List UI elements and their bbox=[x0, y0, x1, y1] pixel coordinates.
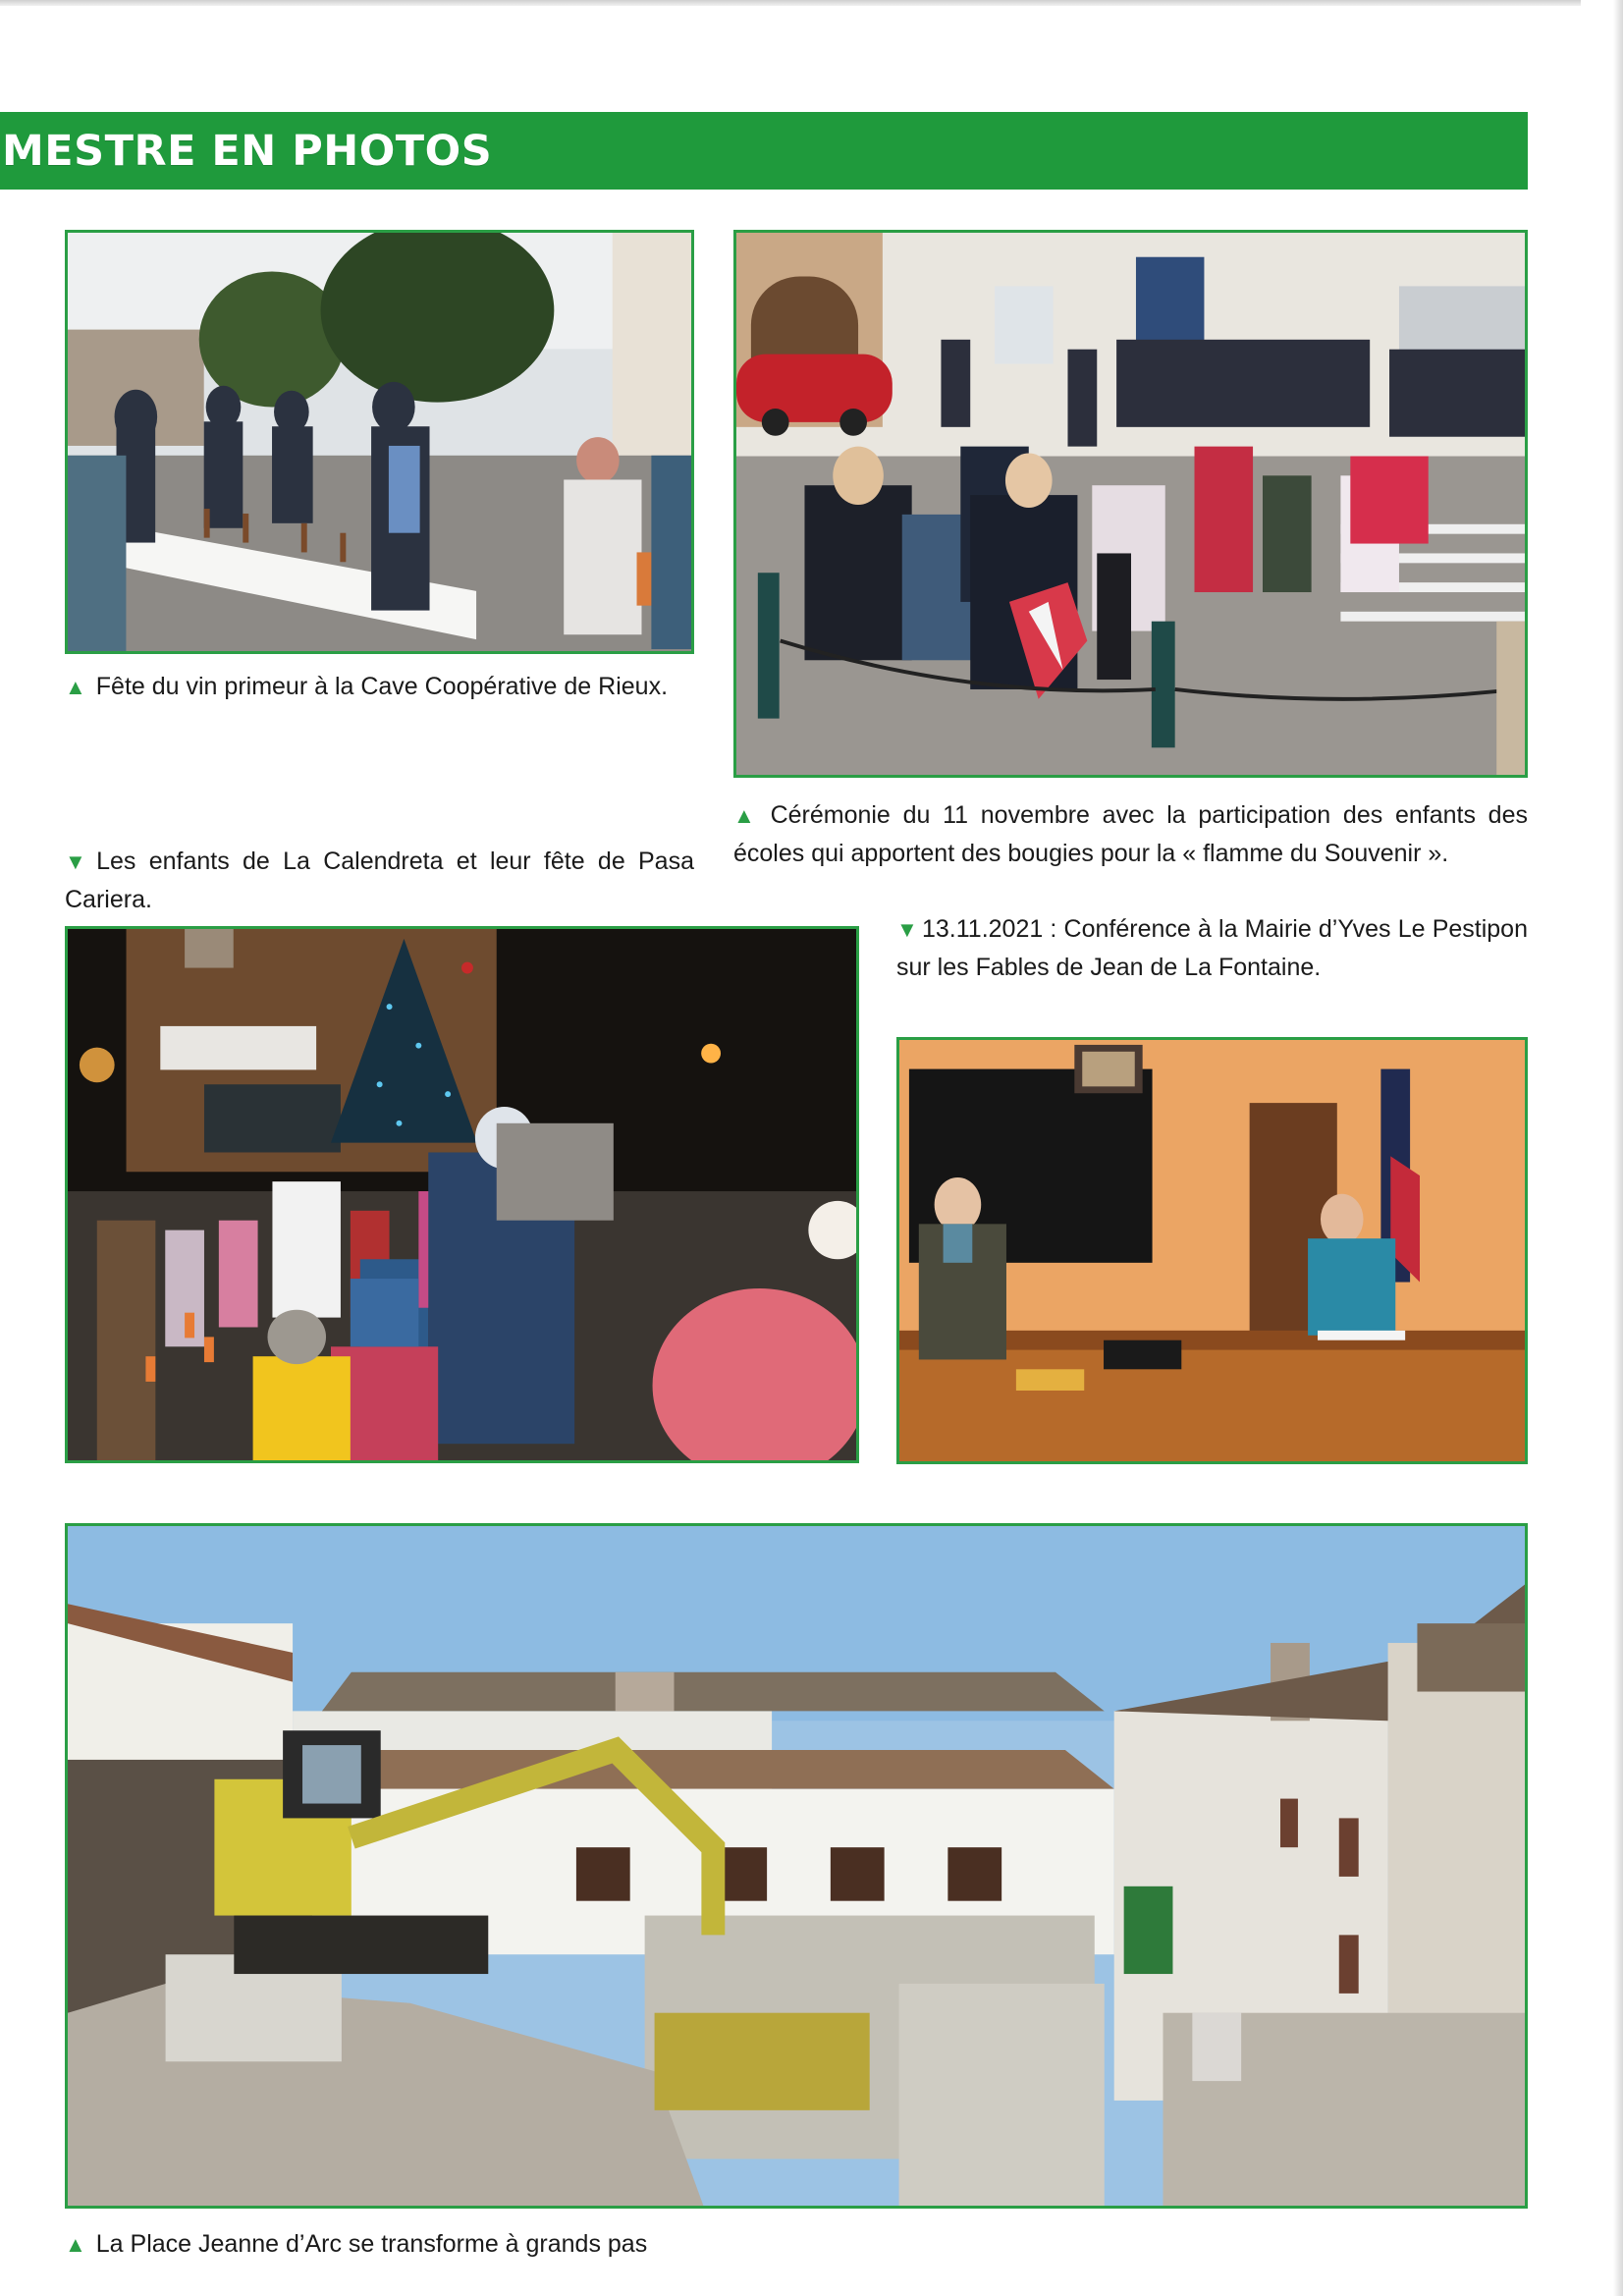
caption-place-text: La Place Jeanne d’Arc se transforme à grands pas bbox=[95, 2230, 648, 2258]
caption-calendreta-text: Les enfants de La Calendreta et leur fête de Pasa Cariera. bbox=[65, 847, 694, 913]
section-banner bbox=[0, 112, 1528, 190]
banner-title: MESTRE EN PHOTOS bbox=[2, 126, 493, 176]
photo-calendreta bbox=[65, 926, 859, 1463]
page-top-rule bbox=[0, 0, 1581, 6]
caption-ceremony bbox=[733, 796, 1528, 873]
caption-wine-fair-text: Fête du vin primeur à la Cave Coopérative de Rieux. bbox=[95, 673, 669, 700]
photo-place-jeanne-darc bbox=[65, 1523, 1528, 2209]
caption-calendreta bbox=[65, 843, 694, 919]
photo-wine-fair bbox=[65, 230, 694, 654]
caption-conference-text: 13.11.2021 : Conférence à la Mairie d’Yves Le Pestipon sur les Fables de Jean de La Fontaine. bbox=[896, 915, 1528, 981]
caption-wine-fair bbox=[65, 668, 694, 706]
caption-conference bbox=[896, 910, 1528, 987]
up-triangle-icon: ▲ bbox=[65, 675, 86, 699]
up-triangle-icon: ▲ bbox=[65, 2232, 86, 2257]
caption-ceremony-text: Cérémonie du 11 novembre avec la participation des enfants des écoles qui apportent des bougies pour la « flamme du Souvenir ». bbox=[733, 801, 1528, 867]
photo-conference bbox=[896, 1037, 1528, 1464]
photo-ceremony bbox=[733, 230, 1528, 778]
down-triangle-icon: ▼ bbox=[65, 849, 93, 874]
up-triangle-icon: ▲ bbox=[733, 803, 761, 828]
caption-place bbox=[65, 2225, 1145, 2264]
down-triangle-icon: ▼ bbox=[896, 917, 918, 942]
page-right-edge bbox=[1613, 0, 1623, 2296]
